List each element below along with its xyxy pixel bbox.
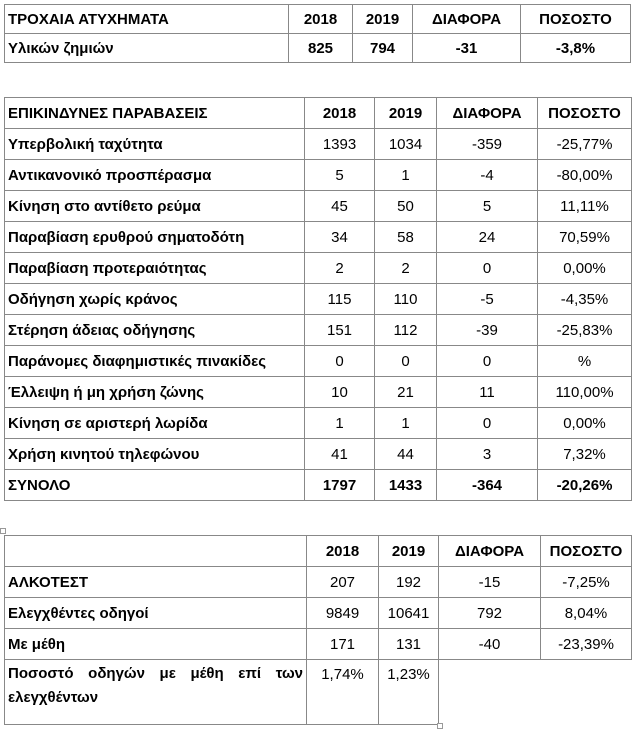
table-row bbox=[5, 346, 632, 377]
row-label: ΑΛΚΟΤΕΣΤ bbox=[5, 567, 307, 598]
table-cell: 110,00% bbox=[538, 377, 632, 408]
table-cell: 24 bbox=[437, 222, 538, 253]
table-cell: % bbox=[538, 346, 632, 377]
table-cell: 45 bbox=[305, 191, 375, 222]
table-cell: 110 bbox=[375, 284, 437, 315]
row-label: Στέρηση άδειας οδήγησης bbox=[5, 315, 305, 346]
table-cell: -25,83% bbox=[538, 315, 632, 346]
table-cell: -40 bbox=[439, 629, 541, 660]
table-cell: 192 bbox=[379, 567, 439, 598]
table-cell: 0 bbox=[375, 346, 437, 377]
table-cell: 70,59% bbox=[538, 222, 632, 253]
table-cell: 1,74% bbox=[307, 660, 379, 725]
header-cell: ΕΠΙΚΙΝΔΥΝΕΣ ΠΑΡΑΒΑΣΕΙΣ bbox=[5, 98, 305, 129]
table-cell: -364 bbox=[437, 470, 538, 501]
table-row bbox=[5, 408, 632, 439]
row-label: Κίνηση σε αριστερή λωρίδα bbox=[5, 408, 305, 439]
table-cell: 10641 bbox=[379, 598, 439, 629]
table-cell: 207 bbox=[307, 567, 379, 598]
table-row bbox=[5, 253, 632, 284]
header-cell bbox=[5, 536, 307, 567]
table-row bbox=[5, 315, 632, 346]
table-row bbox=[5, 567, 632, 598]
table-cell: -80,00% bbox=[538, 160, 632, 191]
table-cell: 8,04% bbox=[541, 598, 632, 629]
row-label: Παραβίαση ερυθρού σηματοδότη bbox=[5, 222, 305, 253]
header-cell: ΔΙΑΦΟΡΑ bbox=[413, 5, 521, 34]
table-cell: 825 bbox=[289, 34, 353, 63]
header-cell: ΔΙΑΦΟΡΑ bbox=[439, 536, 541, 567]
table-cell: 0 bbox=[437, 346, 538, 377]
table-row bbox=[5, 191, 632, 222]
row-label: Παραβίαση προτεραιότητας bbox=[5, 253, 305, 284]
table-cell: 1034 bbox=[375, 129, 437, 160]
row-label: Υπερβολική ταχύτητα bbox=[5, 129, 305, 160]
table-cell: 0,00% bbox=[538, 253, 632, 284]
table-cell: -39 bbox=[437, 315, 538, 346]
table-cell: 0,00% bbox=[538, 408, 632, 439]
table-row bbox=[5, 377, 632, 408]
table-row bbox=[5, 284, 632, 315]
table-cell: -23,39% bbox=[541, 629, 632, 660]
table-cell: 21 bbox=[375, 377, 437, 408]
table-cell: 5 bbox=[305, 160, 375, 191]
alcotest-table bbox=[4, 535, 632, 725]
table-cell: 0 bbox=[305, 346, 375, 377]
table-cell: 792 bbox=[439, 598, 541, 629]
table-cell: 44 bbox=[375, 439, 437, 470]
table-cell: 1433 bbox=[375, 470, 437, 501]
table-row bbox=[5, 34, 631, 63]
table-cell: -4,35% bbox=[538, 284, 632, 315]
table-row bbox=[5, 598, 632, 629]
violations-table bbox=[4, 97, 632, 501]
table-cell: -4 bbox=[437, 160, 538, 191]
header-cell: 2019 bbox=[375, 98, 437, 129]
table-cell: 34 bbox=[305, 222, 375, 253]
table-cell: 794 bbox=[353, 34, 413, 63]
table-cell: -25,77% bbox=[538, 129, 632, 160]
table-cell: -31 bbox=[413, 34, 521, 63]
table-cell: 9849 bbox=[307, 598, 379, 629]
table-cell: 11 bbox=[437, 377, 538, 408]
accidents-table bbox=[4, 4, 631, 63]
header-cell: 2018 bbox=[307, 536, 379, 567]
row-label: Ελεγχθέντες οδηγοί bbox=[5, 598, 307, 629]
header-cell: 2018 bbox=[305, 98, 375, 129]
table-resize-handle bbox=[437, 723, 443, 729]
table-row bbox=[5, 439, 632, 470]
table-cell: 131 bbox=[379, 629, 439, 660]
table-row bbox=[5, 660, 632, 725]
table-cell: 10 bbox=[305, 377, 375, 408]
header-cell: ΔΙΑΦΟΡΑ bbox=[437, 98, 538, 129]
table-cell: -5 bbox=[437, 284, 538, 315]
table-cell: -20,26% bbox=[538, 470, 632, 501]
table-cell: 50 bbox=[375, 191, 437, 222]
table-cell: 3 bbox=[437, 439, 538, 470]
empty-cell bbox=[541, 660, 632, 725]
table-cell: -7,25% bbox=[541, 567, 632, 598]
header-cell: ΠΟΣΟΣΤΟ bbox=[538, 98, 632, 129]
table-anchor-handle bbox=[0, 528, 6, 534]
table-row bbox=[5, 222, 632, 253]
table-cell: 1 bbox=[375, 160, 437, 191]
table-cell: 58 bbox=[375, 222, 437, 253]
header-cell: ΠΟΣΟΣΤΟ bbox=[541, 536, 632, 567]
table-row bbox=[5, 129, 632, 160]
table-cell: 1,23% bbox=[379, 660, 439, 725]
table-cell: 1 bbox=[305, 408, 375, 439]
row-label: Κίνηση στο αντίθετο ρεύμα bbox=[5, 191, 305, 222]
row-label: Με μέθη bbox=[5, 629, 307, 660]
row-label: Οδήγηση χωρίς κράνος bbox=[5, 284, 305, 315]
table-row bbox=[5, 629, 632, 660]
row-label: Υλικών ζημιών bbox=[5, 34, 289, 63]
row-label: ΣΥΝΟΛΟ bbox=[5, 470, 305, 501]
table-cell: 5 bbox=[437, 191, 538, 222]
table-cell: 115 bbox=[305, 284, 375, 315]
table-header-row bbox=[5, 5, 631, 34]
table-cell: 151 bbox=[305, 315, 375, 346]
empty-cell bbox=[439, 660, 541, 725]
table-cell: -359 bbox=[437, 129, 538, 160]
header-cell: 2019 bbox=[353, 5, 413, 34]
table-cell: 41 bbox=[305, 439, 375, 470]
table-cell: 112 bbox=[375, 315, 437, 346]
table-cell: -15 bbox=[439, 567, 541, 598]
table-cell: 1 bbox=[375, 408, 437, 439]
table-cell: 1797 bbox=[305, 470, 375, 501]
header-cell: 2019 bbox=[379, 536, 439, 567]
header-cell: 2018 bbox=[289, 5, 353, 34]
table-cell: 1393 bbox=[305, 129, 375, 160]
table-cell: -3,8% bbox=[521, 34, 631, 63]
table-cell: 2 bbox=[375, 253, 437, 284]
table-cell: 7,32% bbox=[538, 439, 632, 470]
table-cell: 2 bbox=[305, 253, 375, 284]
table-header-row bbox=[5, 536, 632, 567]
table-header-row bbox=[5, 98, 632, 129]
row-label: Ποσοστό οδηγών με μέθη επί των ελεγχθέντων bbox=[5, 660, 307, 725]
row-label: Χρήση κινητού τηλεφώνου bbox=[5, 439, 305, 470]
table-cell: 0 bbox=[437, 253, 538, 284]
total-row bbox=[5, 470, 632, 501]
table-row bbox=[5, 160, 632, 191]
row-label: Έλλειψη ή μη χρήση ζώνης bbox=[5, 377, 305, 408]
header-cell: ΠΟΣΟΣΤΟ bbox=[521, 5, 631, 34]
table-cell: 171 bbox=[307, 629, 379, 660]
row-label: Αντικανονικό προσπέρασμα bbox=[5, 160, 305, 191]
table-cell: 0 bbox=[437, 408, 538, 439]
table-cell: 11,11% bbox=[538, 191, 632, 222]
header-cell: ΤΡΟΧΑΙΑ ΑΤΥΧΗΜΑΤΑ bbox=[5, 5, 289, 34]
row-label: Παράνομες διαφημιστικές πινακίδες bbox=[5, 346, 305, 377]
